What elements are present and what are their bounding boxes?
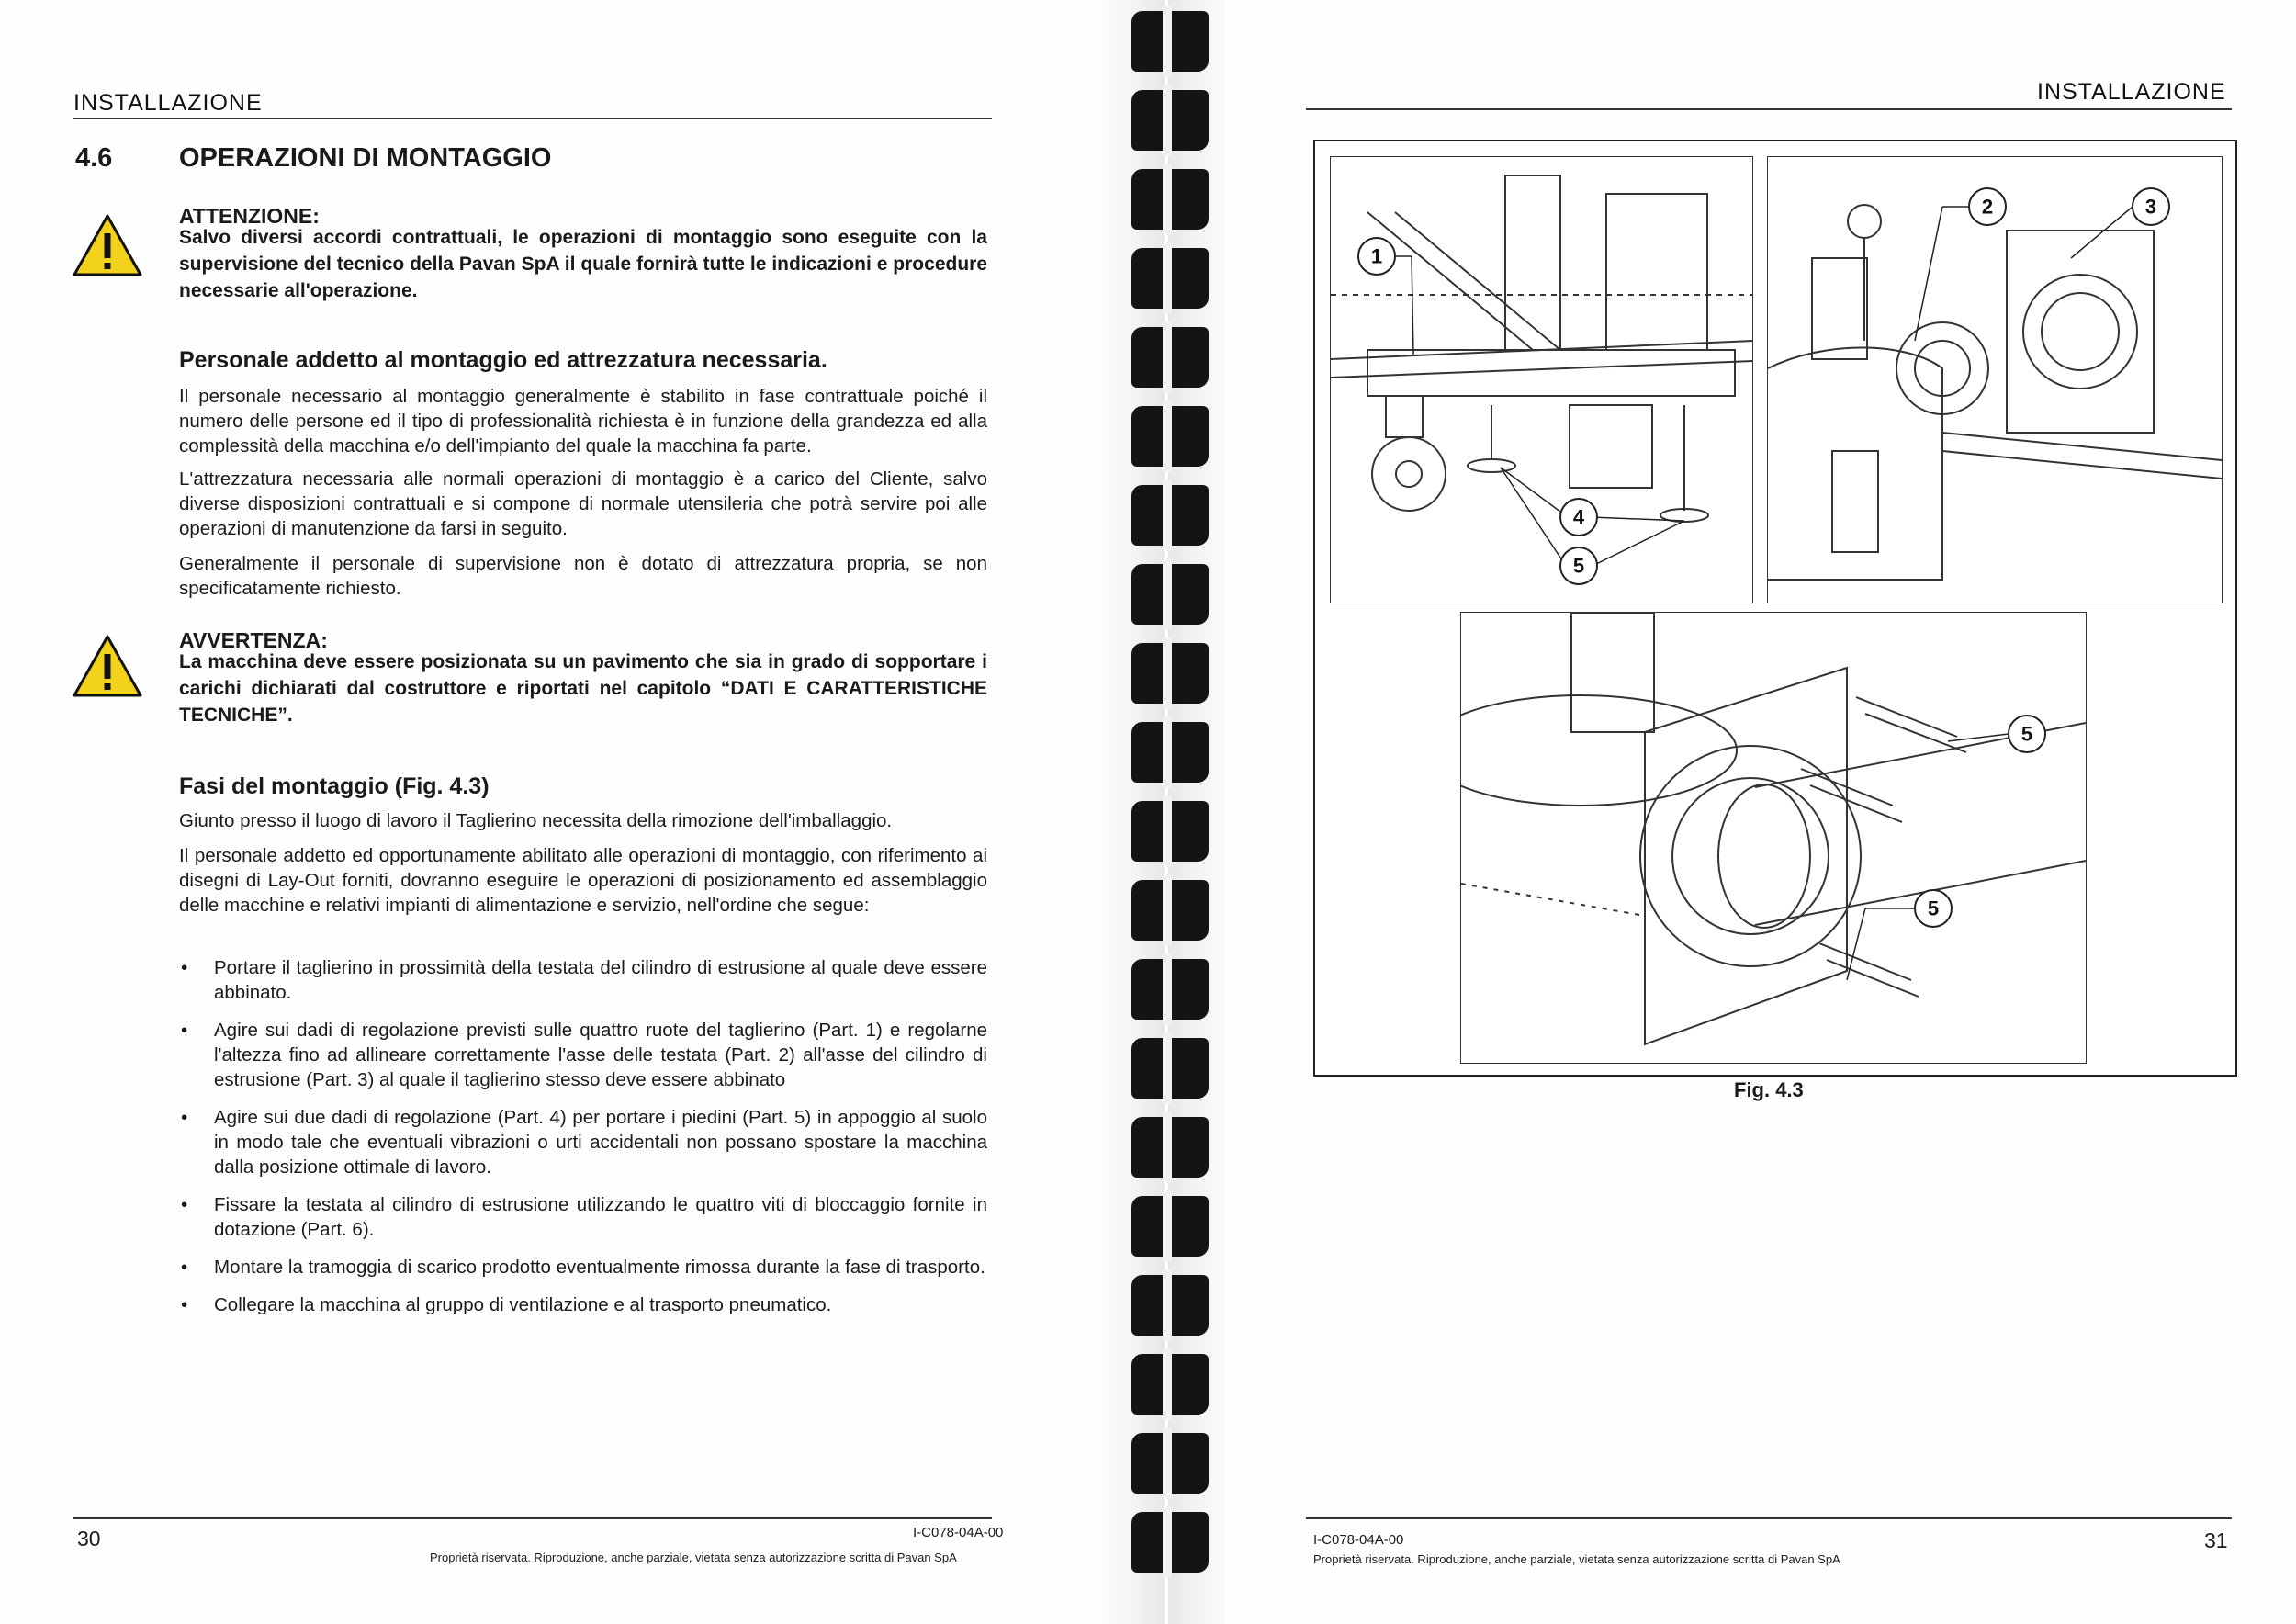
paragraph-staff: Il personale necessario al montaggio generalmente è stabilito in fase contrattuale poiché il numero delle persone ed il tipo di professionalità richiesta è in funzione della grandezza ed alla complessità della macchina e/o dell'impianto del quale la macchina fa parte. bbox=[179, 386, 987, 457]
fixing-screws-drawing bbox=[1461, 613, 2086, 1063]
binding-ring bbox=[1131, 959, 1209, 1020]
list-item: • Fissare la testata al cilindro di estrusione utilizzando le quattro viti di bloccaggio fornite in dotazione (Part. 6). bbox=[179, 1192, 987, 1242]
attention-title: ATTENZIONE: bbox=[179, 204, 320, 228]
callout-5-label: 5 bbox=[1572, 554, 1585, 578]
subheading-phases: Fasi del montaggio (Fig. 4.3) bbox=[179, 773, 490, 799]
warning-icon bbox=[72, 634, 143, 698]
binding-ring bbox=[1131, 1354, 1209, 1415]
figure-panel-head bbox=[1767, 156, 2223, 603]
binding-ring bbox=[1131, 1275, 1209, 1336]
binding-ring bbox=[1131, 90, 1209, 151]
paragraph-supervision: Generalmente il personale di supervisione non è dotato di attrezzatura propria, se non specificatamente richiesto. bbox=[179, 553, 987, 599]
binding-ring bbox=[1131, 801, 1209, 862]
paragraph-unpacking: Giunto presso il luogo di lavoro il Taglierino necessita della rimozione dell'imballaggio. bbox=[179, 810, 893, 831]
section-title: OPERAZIONI DI MONTAGGIO bbox=[179, 143, 552, 173]
list-item: • Collegare la macchina al gruppo di ventilazione e al trasporto pneumatico. bbox=[179, 1292, 987, 1317]
binding-ring bbox=[1131, 11, 1209, 72]
callout-5-label: 5 bbox=[1927, 897, 1940, 920]
binding-ring bbox=[1131, 406, 1209, 467]
paragraph-assembly: Il personale addetto ed opportunamente abilitato alle operazioni di montaggio, con riferimento ai disegni di Lay-Out forniti, dovranno eseguire le operazioni di posizionamento ed assemblaggio delle macchine e relativi impianti di alimentazione e servizio, nell'ordine che segue: bbox=[179, 845, 987, 916]
figure-4-3 bbox=[1313, 140, 2237, 1077]
head-flange-drawing bbox=[1768, 157, 2222, 603]
page-number: 31 bbox=[2204, 1528, 2228, 1552]
list-item: • Portare il taglierino in prossimità della testata del cilindro di estrusione al quale deve essere abbinato. bbox=[179, 955, 987, 1005]
callout-3-label: 3 bbox=[2144, 195, 2157, 219]
callout-2-label: 2 bbox=[1981, 195, 1994, 219]
figure-panel-screws bbox=[1460, 612, 2087, 1064]
callout-1-label: 1 bbox=[1370, 244, 1383, 268]
list-item: • Montare la tramoggia di scarico prodotto eventualmente rimossa durante la fase di trasporto. bbox=[179, 1255, 987, 1280]
doc-code: I-C078-04A-00 bbox=[913, 1525, 1004, 1540]
machine-base-drawing bbox=[1331, 157, 1752, 603]
binding-ring bbox=[1131, 643, 1209, 704]
running-head: INSTALLAZIONE bbox=[2037, 79, 2226, 105]
binding-ring bbox=[1131, 880, 1209, 941]
paragraph-tools: L'attrezzatura necessaria alle normali operazioni di montaggio è a carico del Cliente, salvo diverse disposizioni contrattuali e si compone di normale utensileria che potrà servire poi alle operazioni di manutenzione da farsi in seguito. bbox=[179, 468, 987, 539]
section-number: 4.6 bbox=[75, 143, 113, 173]
page-number: 30 bbox=[77, 1527, 101, 1551]
assembly-steps-list bbox=[179, 955, 987, 1330]
binding-ring bbox=[1131, 1196, 1209, 1257]
doc-code: I-C078-04A-00 bbox=[1313, 1532, 1404, 1548]
footer-rule bbox=[73, 1517, 992, 1519]
callout-5-label: 5 bbox=[2020, 722, 2033, 746]
binding-ring bbox=[1131, 327, 1209, 388]
binding-ring bbox=[1131, 1433, 1209, 1494]
left-page bbox=[0, 0, 1116, 1624]
attention-text: Salvo diversi accordi contrattuali, le operazioni di montaggio sono eseguite con la supervisione del tecnico della Pavan SpA il quale fornirà tutte le indicazioni e procedure necessarie all'operazione. bbox=[179, 227, 987, 301]
binding-spine bbox=[1093, 0, 1240, 1624]
warning-text: La macchina deve essere posizionata su un pavimento che sia in grado di sopportare i carichi dichiarati dal costruttore e riportati nel capitolo “DATI E CARATTERISTICHE TECNICHE”. bbox=[179, 651, 987, 726]
footer-rule bbox=[1306, 1517, 2232, 1519]
running-head: INSTALLAZIONE bbox=[73, 90, 263, 116]
header-rule bbox=[73, 118, 992, 119]
warning-icon bbox=[72, 213, 143, 277]
header-rule bbox=[1306, 108, 2232, 110]
figure-caption: Fig. 4.3 bbox=[1734, 1078, 1804, 1101]
subheading-staff: Personale addetto al montaggio ed attrezzatura necessaria. bbox=[179, 347, 827, 373]
copyright-notice: Proprietà riservata. Riproduzione, anche parziale, vietata senza autorizzazione scritta di Pavan SpA bbox=[430, 1551, 957, 1564]
warning-title: AVVERTENZA: bbox=[179, 628, 328, 652]
binding-ring bbox=[1131, 1512, 1209, 1573]
callout-4-label: 4 bbox=[1572, 505, 1585, 529]
binding-ring bbox=[1131, 1038, 1209, 1099]
list-item: • Agire sui dadi di regolazione previsti sulle quattro ruote del taglierino (Part. 1) e regolarne l'altezza fino ad allineare correttamente l'asse delle testata (Part. 2) all'asse del cilindro di estrusione (Part. 3) al quale il taglierino stesso deve essere abbinato bbox=[179, 1018, 987, 1092]
binding-ring bbox=[1131, 169, 1209, 230]
list-item: • Agire sui due dadi di regolazione (Part. 4) per portare i piedini (Part. 5) in appoggio al suolo in modo tale che eventuali vibrazioni o urti accidentali non possano spostare la macchina dalla posizione ottimale di lavoro. bbox=[179, 1105, 987, 1179]
copyright-notice: Proprietà riservata. Riproduzione, anche parziale, vietata senza autorizzazione scritta di Pavan SpA bbox=[1313, 1552, 1840, 1566]
figure-panel-wheels bbox=[1330, 156, 1753, 603]
binding-ring bbox=[1131, 722, 1209, 783]
binding-ring bbox=[1131, 564, 1209, 625]
binding-ring bbox=[1131, 1117, 1209, 1178]
binding-ring bbox=[1131, 485, 1209, 546]
binding-ring bbox=[1131, 248, 1209, 309]
